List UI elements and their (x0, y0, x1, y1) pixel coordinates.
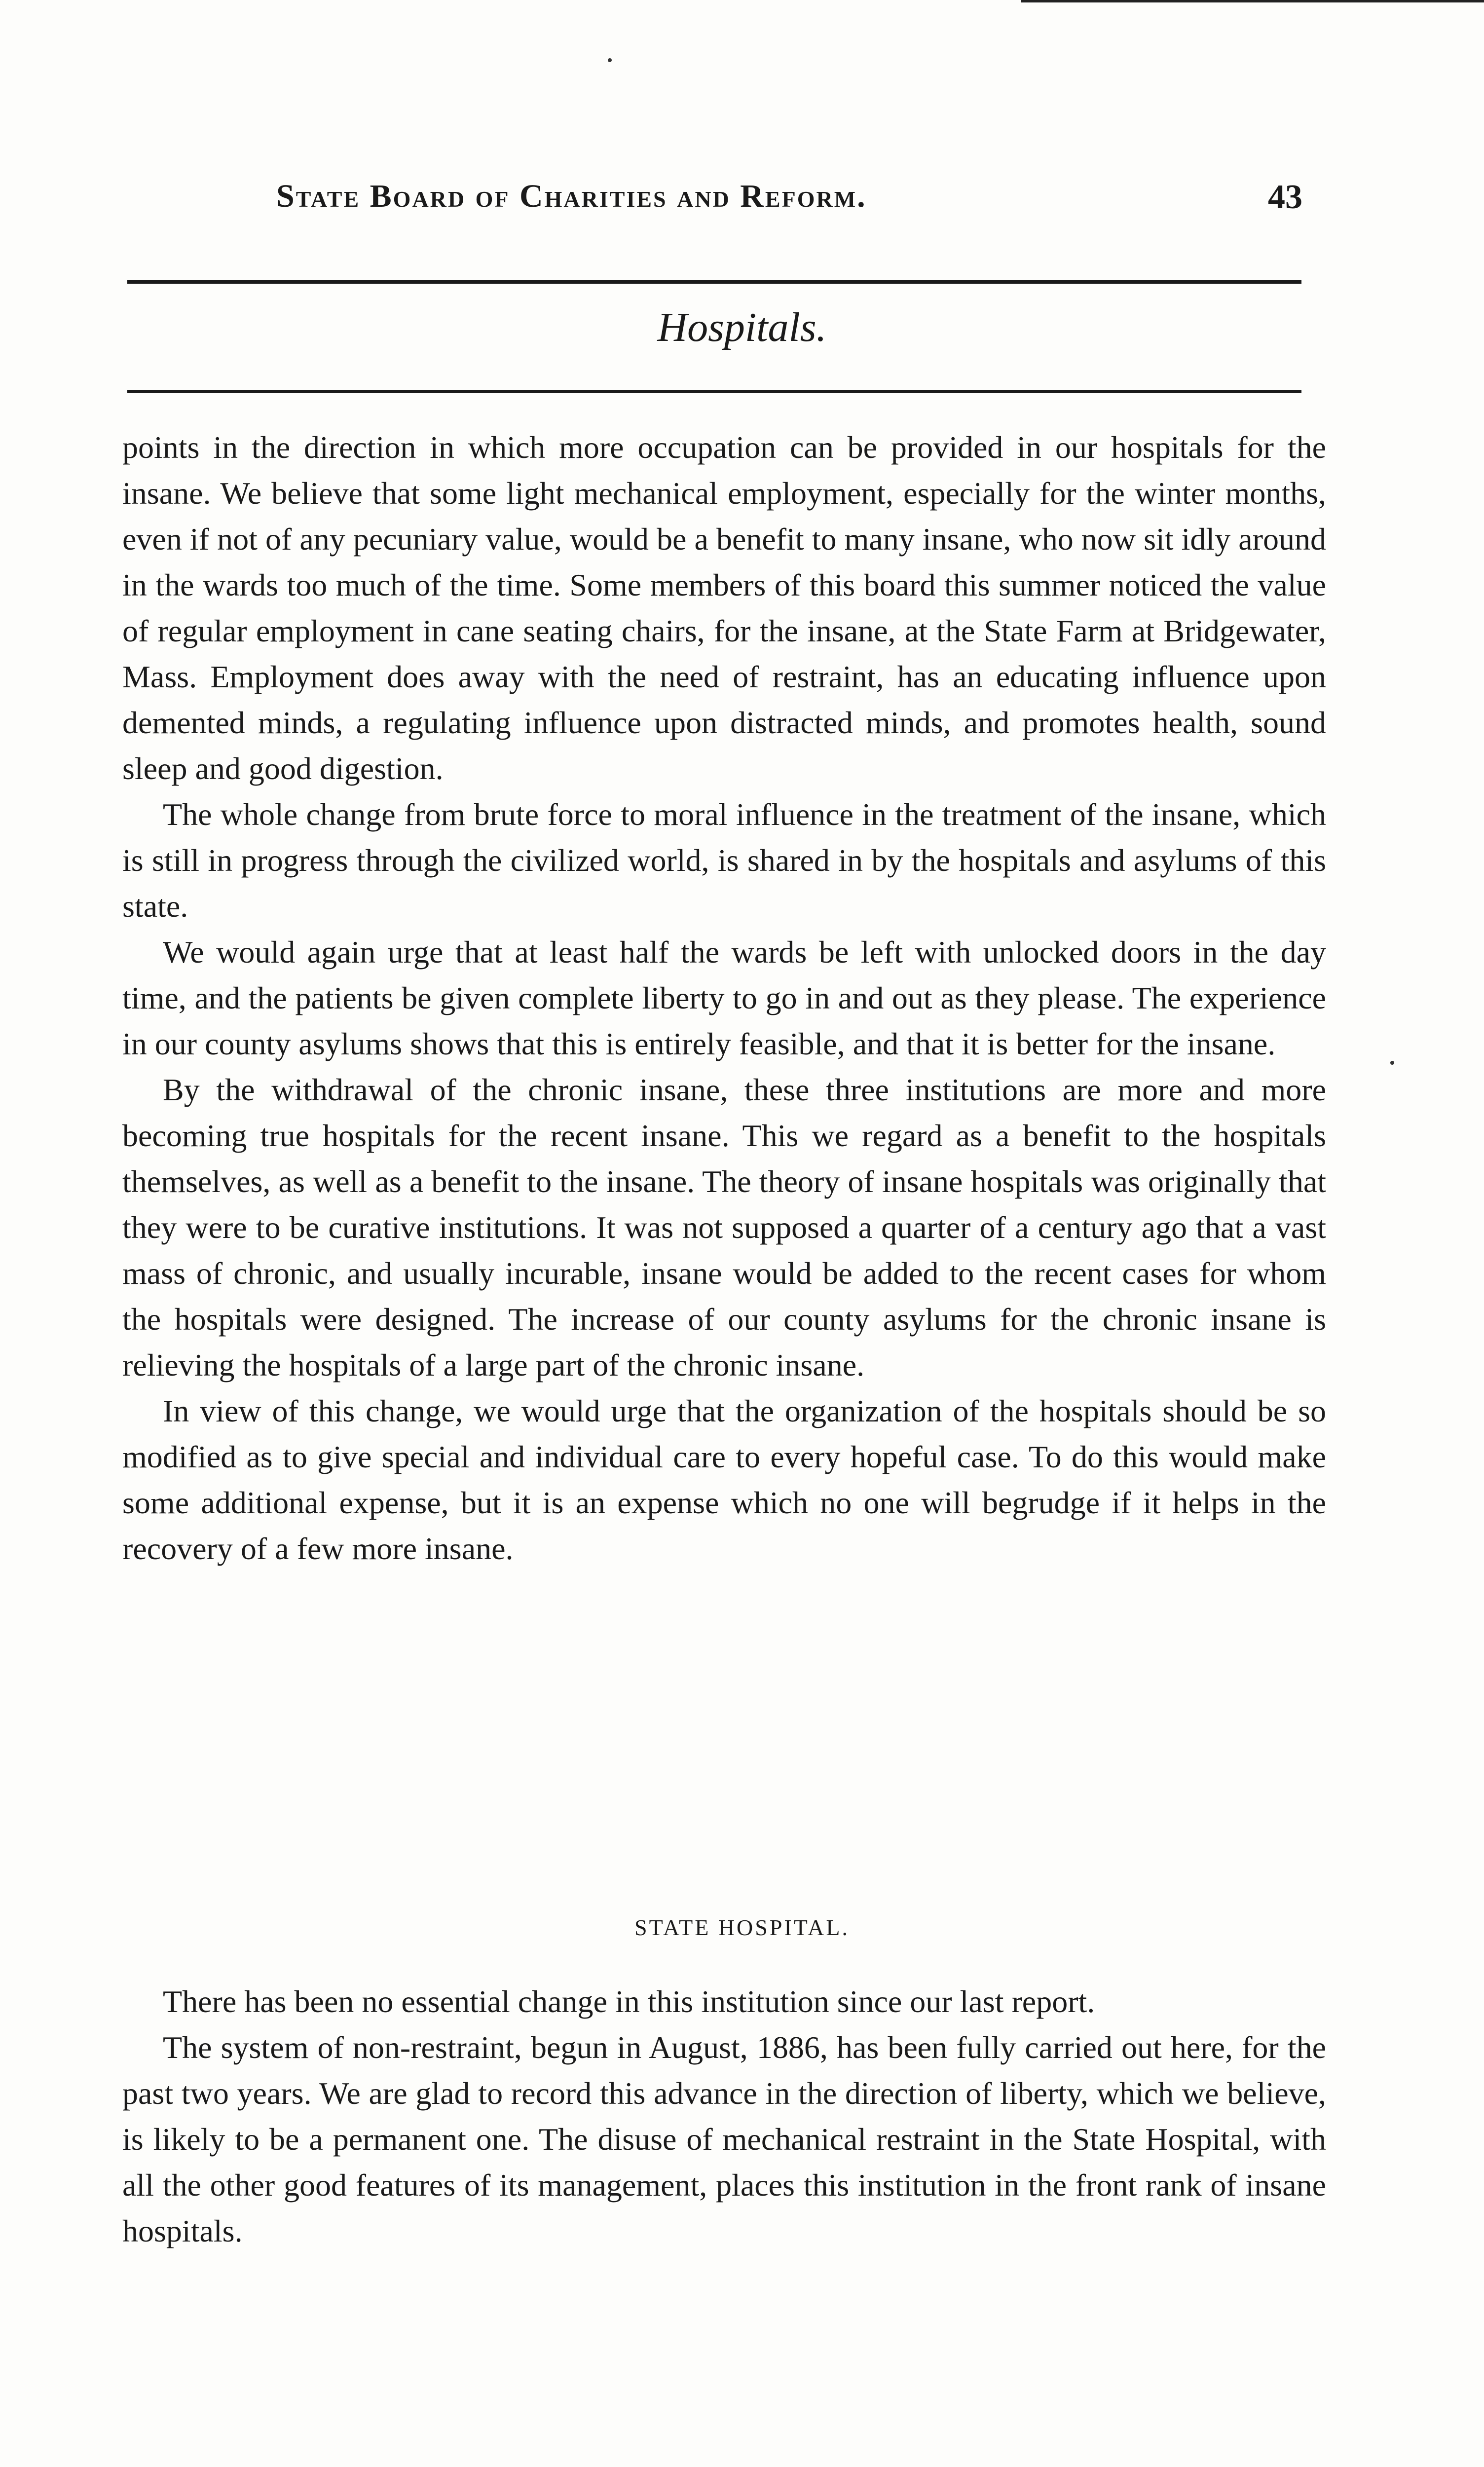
paragraph: By the withdrawal of the chronic insane, these three institutions are more and more becoming true hospitals for the recent insane. This we regard as a benefit to the hospitals themselves, as well as a benefit to the insane. The theory of insane hospitals was originally that they were to be curative institutions. It was not supposed a quarter of a century ago that a vast mass of chronic, and usually incurable, insane would be added to the recent cases for whom the hospitals were designed. The increase of our county asylums for the chronic insane is relieving the hospitals of a large part of the chronic insane. (122, 1072, 1326, 1383)
paragraph: In view of this change, we would urge that the organization of the hospitals should be so modified as to give special and individual care to every hopeful case. To do this would make some additional expense, but it is an expense which no one will begrudge if it helps in the recovery of a few more insane. (122, 1393, 1326, 1566)
section-title: Hospitals. (657, 304, 827, 350)
subsection-heading: STATE HOSPITAL. (634, 1915, 850, 1940)
paragraph: There has been no essential change in this institution since our last report. (163, 1984, 1095, 2019)
body-text (122, 424, 1326, 1571)
paragraph: The whole change from brute force to moral influence in the treatment of the insane, which is still in progress through the civilized world, is shared in by the hospitals and asylums of this state. (122, 797, 1326, 924)
scan-edge-line (1021, 0, 1484, 2)
state-hospital-text (122, 1979, 1326, 2254)
paragraph: The system of non-restraint, begun in August, 1886, has been fully carried out here, for the past two years. We are glad to record this advance in the direction of liberty, which we believe, is likely to be a permanent one. The disuse of mechanical restraint in the State Hospital, with all the other good features of its management, places this institution in the front rank of insane hospitals. (122, 2030, 1326, 2248)
running-title: State Board of Charities and Reform. (276, 178, 867, 214)
header-rule-bottom (127, 390, 1301, 393)
paragraph: We would again urge that at least half the wards be left with unlocked doors in the day time, and the patients be given complete liberty to go in and out as they please. The experience in our county asylums shows that this is entirely feasible, and that it is better for the insane. (122, 934, 1326, 1061)
paragraph: points in the direction in which more occupation can be provided in our hospitals for the insane. We believe that some light mechanical employment, especially for the winter months, even if not of any pecuniary value, would be a benefit to many insane, who now sit idly around in the wards too much of the time. Some members of this board this summer noticed the value of regular employment in cane seating chairs, for the insane, at the State Farm at Bridgewater, Mass. Employment does away with the need of restraint, has an educating influence upon demented minds, a regulating influence upon distracted minds, and promotes health, sound sleep and good digestion. (122, 430, 1326, 786)
running-head (276, 178, 1302, 237)
ink-speck (1390, 1061, 1394, 1065)
ink-speck (608, 58, 612, 62)
page-number: 43 (1268, 178, 1302, 216)
header-rule-top (127, 280, 1301, 284)
